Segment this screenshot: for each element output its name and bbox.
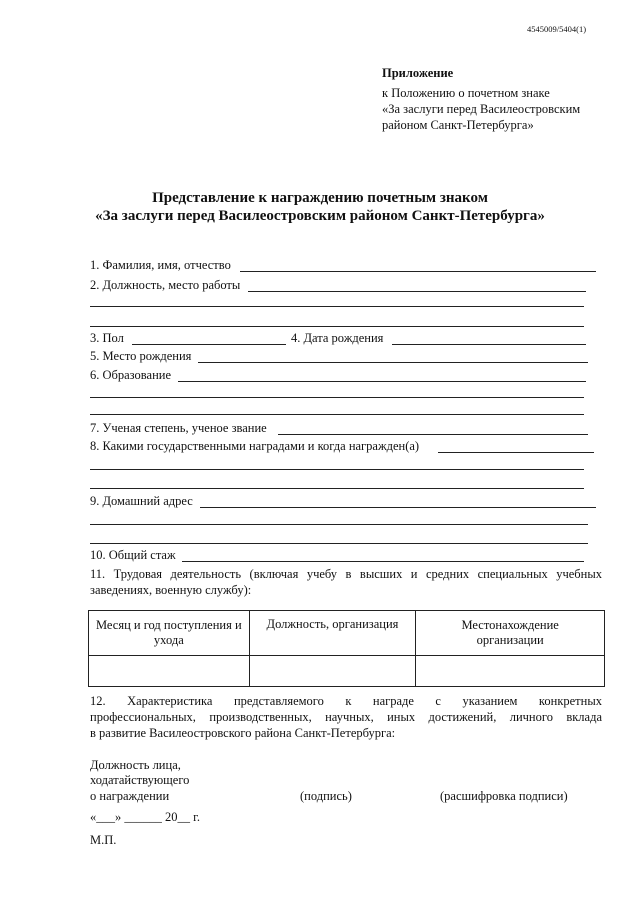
field-position-line[interactable] (90, 326, 584, 327)
field-address-label: 9. Домашний адрес (90, 494, 193, 508)
signer-position-label: ходатайствующего (90, 773, 190, 787)
field-birthplace-line[interactable] (198, 362, 588, 363)
field-sex-label: 3. Пол (90, 331, 124, 345)
field-degree-label: 7. Ученая степень, ученое звание (90, 421, 267, 435)
field-awards-label: 8. Какими государственными наградами и когда награжден(а) (90, 439, 420, 453)
signer-position-label: о награждении (90, 789, 170, 803)
table-cell[interactable] (416, 656, 605, 687)
field-full-name-label: 1. Фамилия, имя, отчество (90, 258, 231, 272)
table-row (89, 656, 605, 687)
section-11-text: 11. Трудовая деятельность (включая учебу в высших и средних специальных учебных (90, 567, 602, 581)
field-education-line[interactable] (90, 397, 584, 398)
field-address-line[interactable] (90, 543, 588, 544)
table-header-location: Местонахождение организации (416, 611, 605, 656)
field-address-line[interactable] (90, 524, 588, 525)
field-awards-line[interactable] (90, 488, 584, 489)
table-header-dates: Месяц и год поступления и ухода (89, 611, 250, 656)
section-12-text: 12. Характеристика представляемого к награде с указанием конкретных (90, 694, 602, 708)
field-awards-line[interactable] (438, 452, 594, 453)
section-11-text: заведениях, военную службу): (90, 583, 252, 597)
field-position-label: 2. Должность, место работы (90, 278, 241, 292)
field-education-label: 6. Образование (90, 368, 172, 382)
field-sex-line[interactable] (132, 344, 286, 345)
field-birthplace-label: 5. Место рождения (90, 349, 192, 363)
stamp-place-label: М.П. (90, 833, 117, 847)
table-header-position: Должность, организация (249, 611, 416, 656)
page-title: Представление к награждению почетным знаком (152, 190, 488, 206)
field-full-name-line[interactable] (240, 271, 596, 272)
field-birth-date-label: 4. Дата рождения (291, 331, 384, 345)
field-degree-line[interactable] (278, 434, 588, 435)
date-line[interactable]: «___» ______ 20__ г. (90, 810, 200, 824)
signature-label: (подпись) (300, 789, 352, 803)
field-experience-line[interactable] (182, 561, 584, 562)
appendix-line: районом Санкт-Петербурга» (382, 118, 534, 132)
field-experience-label: 10. Общий стаж (90, 548, 176, 562)
section-12-text: в развитие Василеостровского района Санкт-Петербурга: (90, 726, 396, 740)
signature-decoding-label: (расшифровка подписи) (440, 789, 568, 803)
field-awards-line[interactable] (90, 469, 584, 470)
field-position-line[interactable] (248, 291, 586, 292)
page-subtitle: «За заслуги перед Василеостровским районом Санкт-Петербурга» (95, 208, 545, 224)
field-birth-date-line[interactable] (392, 344, 586, 345)
field-position-line[interactable] (90, 306, 584, 307)
document-id: 4545009/5404(1) (527, 24, 587, 34)
field-education-line[interactable] (178, 381, 586, 382)
field-address-line[interactable] (200, 507, 596, 508)
signer-position-label: Должность лица, (90, 758, 181, 772)
appendix-line: к Положению о почетном знаке (382, 86, 550, 100)
work-history-table (88, 610, 605, 687)
appendix-title: Приложение (382, 66, 454, 80)
table-header-row (89, 611, 605, 656)
field-education-line[interactable] (90, 414, 584, 415)
appendix-line: «За заслуги перед Василеостровским (382, 102, 581, 116)
section-12-text: профессиональных, производственных, научных, иных достижений, личного вклада (90, 710, 602, 724)
table-cell[interactable] (89, 656, 250, 687)
table-cell[interactable] (249, 656, 416, 687)
